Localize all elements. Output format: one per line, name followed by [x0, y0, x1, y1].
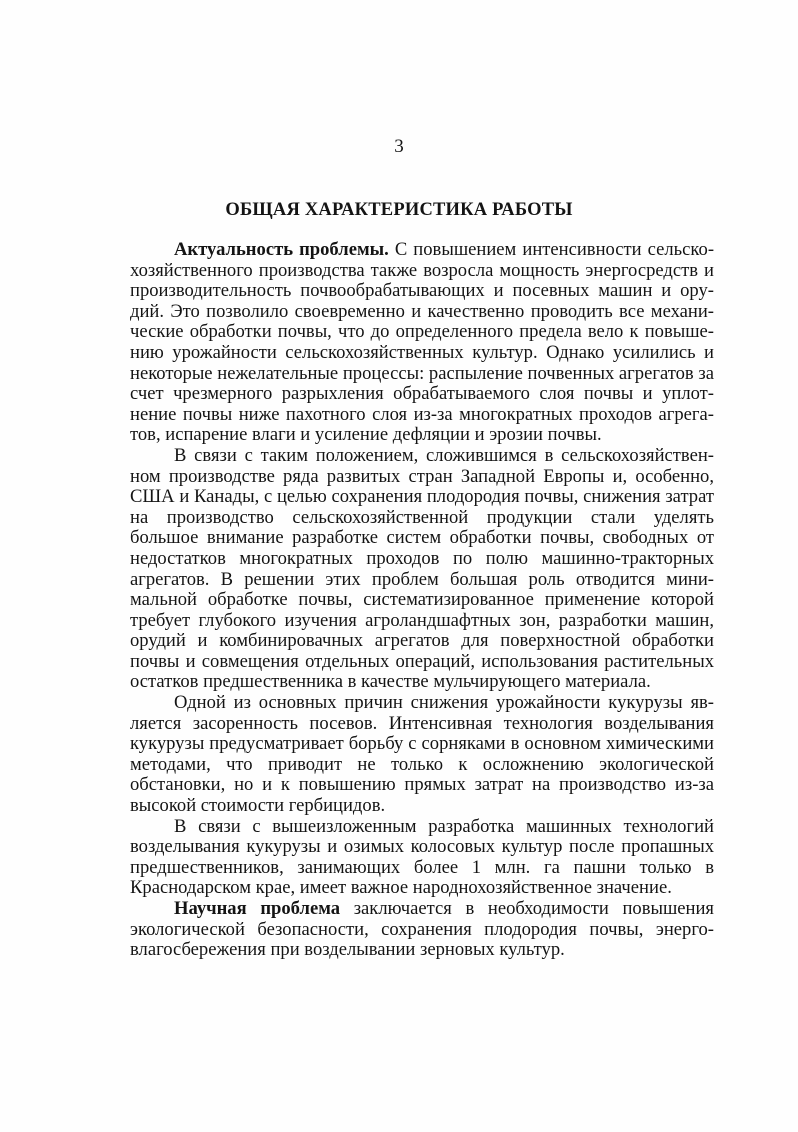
paragraph-significance: [130, 817, 714, 899]
paragraph-relevance: [130, 240, 714, 446]
paragraph-lead: Научная проблема: [174, 898, 341, 919]
paragraph-text: Одной из основных причин снижения урожайности кукурузы является засоренность посевов. Интенсивная технология возделывания кукурузы предусматривает борьбу с сорняками в основном химическими методами, что приводит не только к осложнению экологической обстановки, но и к повышению прямых затрат на производство из-за высокой стоимости гербицидов.: [130, 692, 714, 817]
paragraph-scientific-problem: [130, 899, 714, 961]
paragraph-context: [130, 446, 714, 693]
body-text: [130, 240, 714, 961]
paragraph-text: С повышением интенсивности сельскохозяйственного производства также возросла мощность энергосредств и производительность почвообрабатывающих и посевных машин и орудий. Это позволило своевременно и качественно проводить все механические обработки почвы, что до определенного предела вело к повышению урожайности сельскохозяйственных культур. Однако усилились и некоторые нежелательные процессы: распыление почвенных агрегатов за счет чрезмерного разрыхления обрабатываемого слоя почвы и уплотнение почвы ниже пахотного слоя из-за многократных проходов агрегатов, испарение влаги и усиление дефляции и эрозии почвы.: [130, 239, 715, 446]
paragraph-text: В связи с вышеизложенным разработка машинных технологий возделывания кукурузы и озимых колосовых культур после пропашных предшественников, занимающих более 1 млн. га пашни только в Краснодарском крае, имеет важное народнохозяйственное значение.: [130, 815, 714, 899]
paragraph-text: заключается в необходимости повышения экологической безопасности, сохранения плодородия почвы, энерговлагосбережения при возделывании зерновых культур.: [130, 898, 714, 961]
paragraph-text: В связи с таким положением, сложившимся в сельскохозяйственном производстве ряда развитых стран Западной Европы и, особенно, США и Канады, с целью сохранения плодородия почвы, снижения затрат на производство сельскохозяйственной продукции стали уделять большое внимание разработке систем обработки почвы, свободных от недостатков многократных проходов по полю машинно-тракторных агрегатов. В решении этих проблем большая роль отводится минимальной обработке почвы, систематизированное применение которой требует глубокого изучения агроландшафтных зон, разработки машин, орудий и комбинировачных агрегатов для поверхностной обработки почвы и совмещения отдельных операций, использования растительных остатков предшественника в качестве мульчирующего материала.: [130, 444, 714, 693]
page-number: 3: [394, 136, 404, 157]
paragraph-lead: Актуальность проблемы.: [174, 239, 389, 260]
paragraph-weeds: [130, 693, 714, 817]
section-heading: ОБЩАЯ ХАРАКТЕРИСТИКА РАБОТЫ: [225, 200, 573, 220]
